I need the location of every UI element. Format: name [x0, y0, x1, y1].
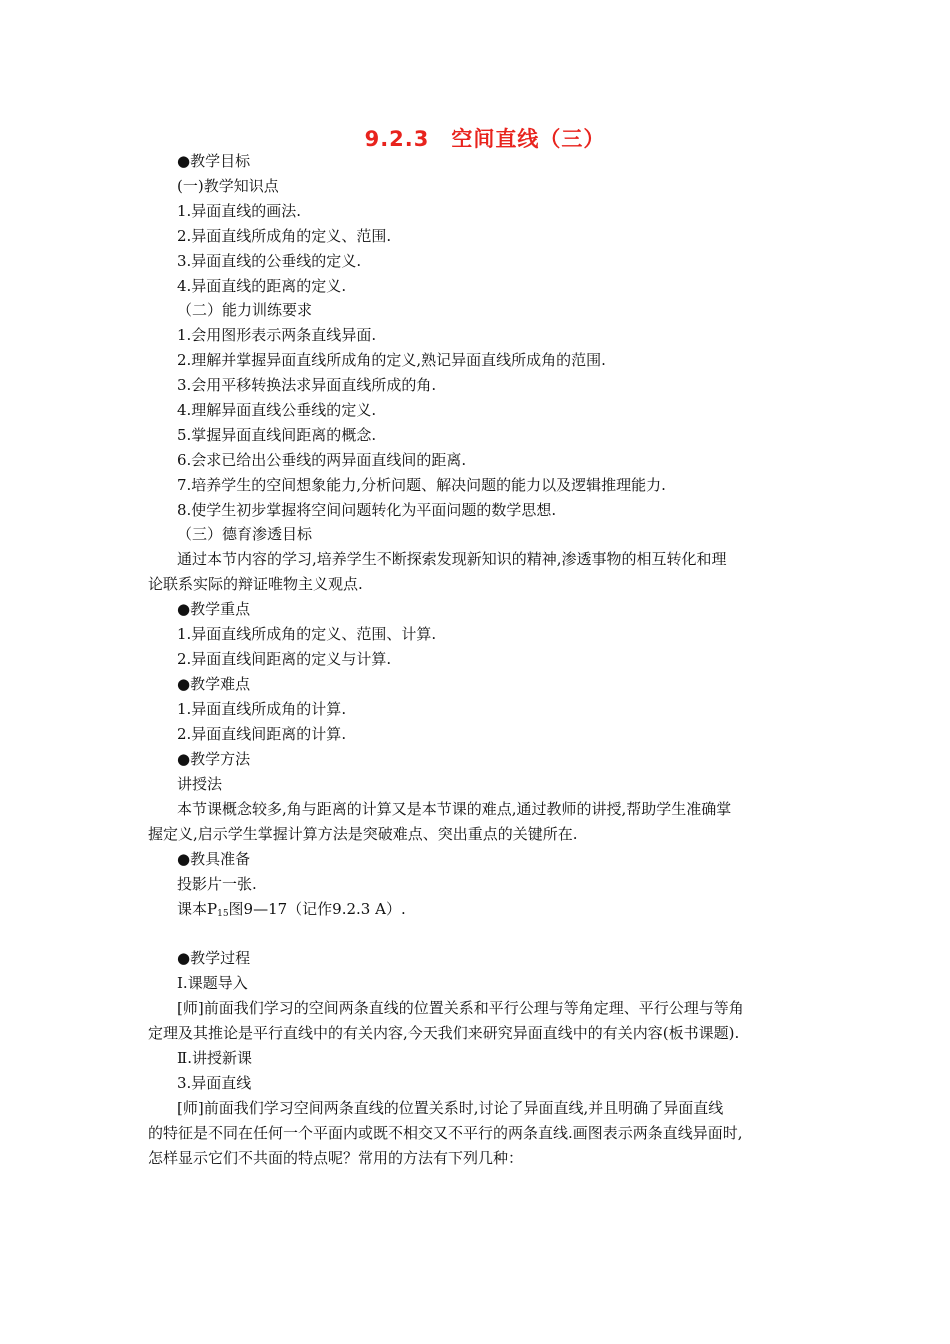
tools-item-prefix: 课本P: [177, 900, 218, 918]
knowledge-heading: (一)教学知识点: [177, 177, 279, 195]
skew-paragraph-line: 的特征是不同在任何一个平面内或既不相交又不平行的两条直线.画图表示两条直线异面时,: [148, 1124, 743, 1142]
page-subscript: 15: [217, 909, 229, 919]
knowledge-item: 1.异面直线的画法.: [177, 202, 302, 220]
difficult-item: 2.异面直线间距离的计算.: [177, 725, 347, 743]
method-paragraph-line: 本节课概念较多,角与距离的计算又是本节课的难点,通过教师的讲授,帮助学生准确掌: [177, 800, 732, 818]
key-heading: ●教学重点: [177, 600, 251, 618]
method-name: 讲授法: [177, 775, 223, 793]
tools-item: [177, 899, 406, 924]
key-item: 2.异面直线间距离的定义与计算.: [177, 650, 392, 668]
skew-lines-heading: 3.异面直线: [177, 1074, 252, 1092]
moral-heading: （三）德育渗透目标: [177, 525, 313, 543]
ability-item: 7.培养学生的空间想象能力,分析问题、解决问题的能力以及逻辑推理能力.: [177, 476, 666, 494]
ability-item: 6.会求已给出公垂线的两异面直线间的距离.: [177, 451, 467, 469]
intro-paragraph-line: [师]前面我们学习的空间两条直线的位置关系和平行公理与等角定理、平行公理与等角: [177, 999, 744, 1017]
knowledge-item: 4.异面直线的距离的定义.: [177, 277, 347, 295]
page-title: 9.2.3 空间直线（三）: [364, 127, 606, 151]
method-heading: ●教学方法: [177, 750, 251, 768]
ability-item: 8.使学生初步掌握将空间问题转化为平面问题的数学思想.: [177, 501, 557, 519]
intro-heading: Ⅰ.课题导入: [177, 974, 248, 992]
new-lesson-heading: Ⅱ.讲授新课: [177, 1049, 252, 1067]
tools-item-suffix: 图9—17（记作9.2.3 A）.: [228, 900, 406, 918]
intro-paragraph-line: 定理及其推论是平行直线中的有关内容,今天我们来研究异面直线中的有关内容(板书课题).: [148, 1024, 740, 1042]
moral-paragraph-line: 通过本节内容的学习,培养学生不断探索发现新知识的精神,渗透事物的相互转化和理: [177, 550, 727, 568]
difficult-item: 1.异面直线所成角的计算.: [177, 700, 347, 718]
ability-item: 4.理解异面直线公垂线的定义.: [177, 401, 377, 419]
ability-item: 1.会用图形表示两条直线异面.: [177, 326, 377, 344]
process-heading: ●教学过程: [177, 949, 251, 967]
knowledge-item: 2.异面直线所成角的定义、范围.: [177, 227, 392, 245]
key-item: 1.异面直线所成角的定义、范围、计算.: [177, 625, 437, 643]
tools-item: 投影片一张.: [177, 875, 257, 893]
ability-item: 5.掌握异面直线间距离的概念.: [177, 426, 377, 444]
skew-paragraph-line: 怎样显示它们不共面的特点呢？常用的方法有下列几种：: [148, 1149, 524, 1167]
skew-paragraph-line: [师]前面我们学习空间两条直线的位置关系时,讨论了异面直线,并且明确了异面直线: [177, 1099, 724, 1117]
tools-heading: ●教具准备: [177, 850, 251, 868]
ability-item: 2.理解并掌握异面直线所成角的定义,熟记异面直线所成角的范围.: [177, 351, 606, 369]
ability-item: 3.会用平移转换法求异面直线所成的角.: [177, 376, 437, 394]
knowledge-item: 3.异面直线的公垂线的定义.: [177, 252, 362, 270]
goals-heading: ●教学目标: [177, 152, 251, 170]
difficult-heading: ●教学难点: [177, 675, 251, 693]
ability-heading: （二）能力训练要求: [177, 301, 313, 319]
moral-paragraph-line: 论联系实际的辩证唯物主义观点.: [148, 575, 363, 593]
method-paragraph-line: 握定义,启示学生掌握计算方法是突破难点、突出重点的关键所在.: [148, 825, 578, 843]
